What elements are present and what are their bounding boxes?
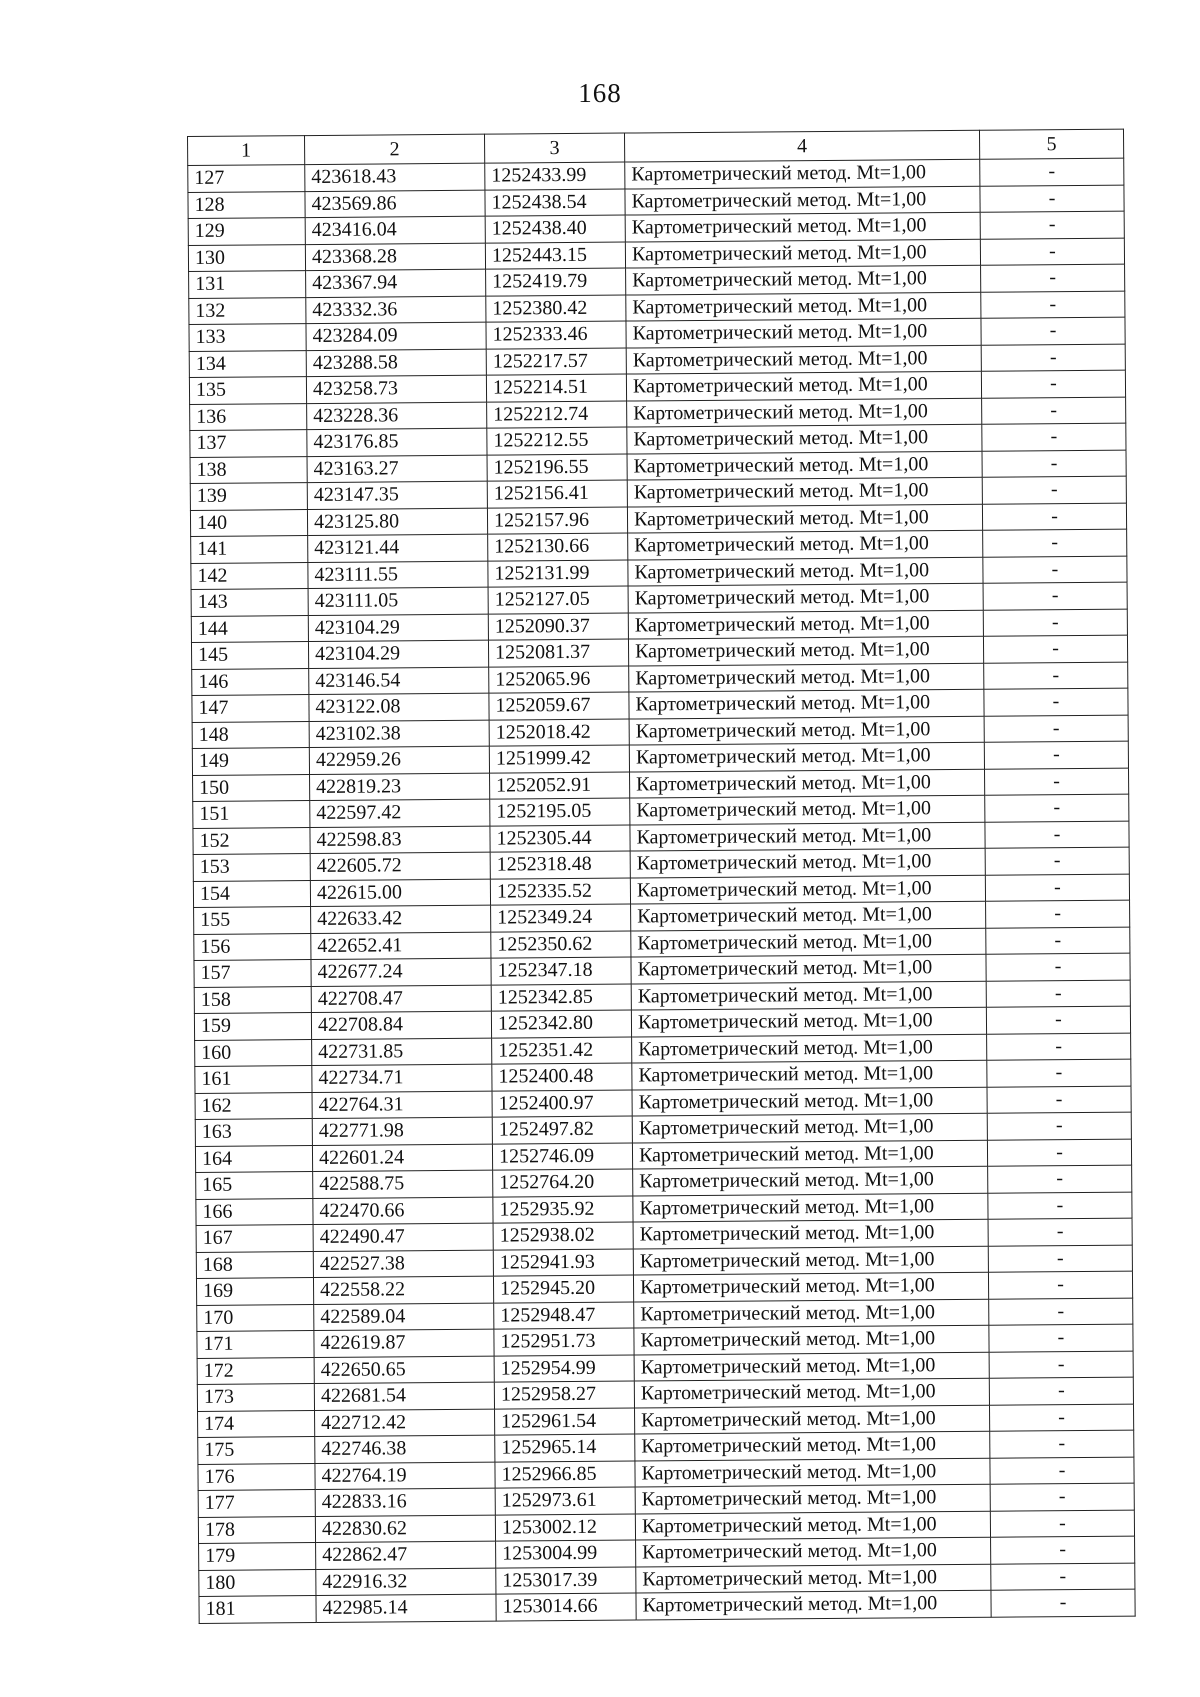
y-coordinate-cell: 1252342.80	[491, 1010, 631, 1038]
x-coordinate-cell: 422633.42	[311, 905, 491, 933]
method-cell: Картометрический метод. Mt=1,00	[632, 1060, 987, 1089]
point-number-cell: 158	[194, 986, 311, 1013]
point-number-cell: 156	[194, 933, 311, 960]
method-cell: Картометрический метод. Mt=1,00	[635, 1484, 990, 1513]
point-number-cell: 177	[198, 1490, 315, 1517]
y-coordinate-cell: 1252954.99	[494, 1355, 634, 1383]
y-coordinate-cell: 1252157.96	[487, 507, 627, 535]
note-cell: -	[981, 344, 1125, 372]
note-cell: -	[984, 688, 1128, 716]
note-cell: -	[989, 1377, 1133, 1405]
method-cell: Картометрический метод. Mt=1,00	[634, 1299, 989, 1328]
method-cell: Картометрический метод. Mt=1,00	[630, 848, 985, 877]
note-cell: -	[980, 158, 1124, 186]
method-cell: Картометрический метод. Mt=1,00	[636, 1564, 991, 1593]
column-header: 1	[188, 136, 305, 166]
note-cell: -	[987, 1112, 1131, 1140]
y-coordinate-cell: 1253017.39	[496, 1567, 636, 1595]
method-cell: Картометрический метод. Mt=1,00	[627, 504, 982, 533]
method-cell: Картометрический метод. Mt=1,00	[634, 1325, 989, 1354]
point-number-cell: 171	[197, 1331, 314, 1358]
note-cell: -	[981, 317, 1125, 345]
x-coordinate-cell: 422916.32	[316, 1568, 496, 1596]
point-number-cell: 173	[197, 1384, 314, 1411]
method-cell: Картометрический метод. Mt=1,00	[626, 371, 981, 400]
note-cell: -	[989, 1298, 1133, 1326]
y-coordinate-cell: 1252195.05	[490, 798, 630, 826]
x-coordinate-cell: 422597.42	[310, 799, 490, 827]
note-cell: -	[986, 900, 1130, 928]
method-cell: Картометрический метод. Mt=1,00	[633, 1272, 988, 1301]
note-cell: -	[983, 609, 1127, 637]
y-coordinate-cell: 1252938.02	[493, 1222, 633, 1250]
y-coordinate-cell: 1252131.99	[488, 560, 628, 588]
point-number-cell: 167	[196, 1225, 313, 1252]
x-coordinate-cell: 423569.86	[305, 190, 485, 218]
note-cell: -	[983, 635, 1127, 663]
point-number-cell: 153	[193, 854, 310, 881]
note-cell: -	[985, 874, 1129, 902]
x-coordinate-cell: 422601.24	[312, 1144, 492, 1172]
x-coordinate-cell: 423111.55	[308, 561, 488, 589]
y-coordinate-cell: 1252090.37	[488, 613, 628, 641]
point-number-cell: 179	[199, 1543, 316, 1570]
note-cell: -	[987, 1139, 1131, 1167]
method-cell: Картометрический метод. Mt=1,00	[632, 1113, 987, 1142]
point-number-cell: 175	[198, 1437, 315, 1464]
point-number-cell: 155	[194, 907, 311, 934]
method-cell: Картометрический метод. Mt=1,00	[634, 1352, 989, 1381]
y-coordinate-cell: 1252059.67	[489, 692, 629, 720]
method-cell: Картометрический метод. Mt=1,00	[626, 265, 981, 294]
y-coordinate-cell: 1252127.05	[488, 586, 628, 614]
y-coordinate-cell: 1252958.27	[494, 1381, 634, 1409]
method-cell: Картометрический метод. Mt=1,00	[632, 1140, 987, 1169]
note-cell: -	[983, 556, 1127, 584]
y-coordinate-cell: 1252965.14	[495, 1434, 635, 1462]
column-header: 5	[979, 129, 1123, 159]
table-body	[188, 158, 1135, 1623]
method-cell: Картометрический метод. Mt=1,00	[633, 1246, 988, 1275]
method-cell: Картометрический метод. Mt=1,00	[631, 981, 986, 1010]
x-coordinate-cell: 422731.85	[312, 1038, 492, 1066]
method-cell: Картометрический метод. Mt=1,00	[633, 1193, 988, 1222]
y-coordinate-cell: 1252018.42	[489, 719, 629, 747]
method-cell: Картометрический метод. Mt=1,00	[630, 875, 985, 904]
note-cell: -	[989, 1404, 1133, 1432]
note-cell: -	[985, 821, 1129, 849]
y-coordinate-cell: 1251999.42	[489, 745, 629, 773]
y-coordinate-cell: 1252400.48	[492, 1063, 632, 1091]
point-number-cell: 147	[192, 695, 309, 722]
point-number-cell: 138	[190, 456, 307, 483]
method-cell: Картометрический метод. Mt=1,00	[625, 239, 980, 268]
note-cell: -	[990, 1483, 1134, 1511]
note-cell: -	[990, 1430, 1134, 1458]
note-cell: -	[989, 1324, 1133, 1352]
note-cell: -	[991, 1563, 1135, 1591]
method-cell: Картометрический метод. Mt=1,00	[628, 530, 983, 559]
y-coordinate-cell: 1252347.18	[491, 957, 631, 985]
x-coordinate-cell: 422619.87	[314, 1329, 494, 1357]
x-coordinate-cell: 422734.71	[312, 1064, 492, 1092]
note-cell: -	[984, 662, 1128, 690]
x-coordinate-cell: 423618.43	[305, 163, 485, 191]
point-number-cell: 132	[189, 297, 306, 324]
x-coordinate-cell: 422558.22	[313, 1276, 493, 1304]
x-coordinate-cell: 423288.58	[306, 349, 486, 377]
point-number-cell: 142	[191, 562, 308, 589]
method-cell: Картометрический метод. Mt=1,00	[627, 477, 982, 506]
x-coordinate-cell: 422605.72	[310, 852, 490, 880]
x-coordinate-cell: 422833.16	[315, 1488, 495, 1516]
note-cell: -	[983, 529, 1127, 557]
x-coordinate-cell: 422598.83	[310, 826, 490, 854]
x-coordinate-cell: 423228.36	[307, 402, 487, 430]
method-cell: Картометрический метод. Mt=1,00	[636, 1537, 991, 1566]
note-cell: -	[981, 370, 1125, 398]
x-coordinate-cell: 423122.08	[309, 693, 489, 721]
y-coordinate-cell: 1252438.54	[485, 189, 625, 217]
point-number-cell: 172	[197, 1357, 314, 1384]
x-coordinate-cell: 422708.84	[311, 1011, 491, 1039]
x-coordinate-cell: 422652.41	[311, 932, 491, 960]
note-cell: -	[982, 476, 1126, 504]
note-cell: -	[988, 1165, 1132, 1193]
point-number-cell: 149	[192, 748, 309, 775]
note-cell: -	[983, 582, 1127, 610]
y-coordinate-cell: 1252380.42	[486, 295, 626, 323]
method-cell: Картометрический метод. Mt=1,00	[625, 212, 980, 241]
column-header: 4	[624, 130, 979, 162]
point-number-cell: 131	[189, 271, 306, 298]
method-cell: Картометрический метод. Mt=1,00	[630, 795, 985, 824]
x-coordinate-cell: 423111.05	[308, 587, 488, 615]
y-coordinate-cell: 1252305.44	[490, 825, 630, 853]
x-coordinate-cell: 422650.65	[314, 1356, 494, 1384]
method-cell: Картометрический метод. Mt=1,00	[626, 292, 981, 321]
point-number-cell: 178	[198, 1516, 315, 1543]
x-coordinate-cell: 423416.04	[305, 216, 485, 244]
method-cell: Картометрический метод. Mt=1,00	[627, 451, 982, 480]
point-number-cell: 168	[196, 1251, 313, 1278]
method-cell: Картометрический метод. Mt=1,00	[630, 822, 985, 851]
note-cell: -	[988, 1271, 1132, 1299]
note-cell: -	[986, 927, 1130, 955]
y-coordinate-cell: 1252400.97	[492, 1090, 632, 1118]
y-coordinate-cell: 1252433.99	[485, 162, 625, 190]
note-cell: -	[984, 741, 1128, 769]
note-cell: -	[985, 794, 1129, 822]
note-cell: -	[990, 1510, 1134, 1538]
y-coordinate-cell: 1252350.62	[491, 931, 631, 959]
y-coordinate-cell: 1252945.20	[493, 1275, 633, 1303]
note-cell: -	[982, 450, 1126, 478]
y-coordinate-cell: 1252156.41	[487, 480, 627, 508]
note-cell: -	[981, 291, 1125, 319]
point-number-cell: 163	[195, 1119, 312, 1146]
y-coordinate-cell: 1252335.52	[490, 878, 630, 906]
y-coordinate-cell: 1252941.93	[493, 1249, 633, 1277]
point-number-cell: 128	[188, 191, 305, 218]
point-number-cell: 180	[199, 1569, 316, 1596]
y-coordinate-cell: 1252973.61	[495, 1487, 635, 1515]
x-coordinate-cell: 422677.24	[311, 958, 491, 986]
method-cell: Картометрический метод. Mt=1,00	[635, 1511, 990, 1540]
y-coordinate-cell: 1253004.99	[496, 1540, 636, 1568]
method-cell: Картометрический метод. Mt=1,00	[634, 1378, 989, 1407]
point-number-cell: 174	[198, 1410, 315, 1437]
method-cell: Картометрический метод. Mt=1,00	[627, 398, 982, 427]
point-number-cell: 144	[191, 615, 308, 642]
point-number-cell: 133	[189, 324, 306, 351]
x-coordinate-cell: 422588.75	[313, 1170, 493, 1198]
note-cell: -	[980, 185, 1124, 213]
x-coordinate-cell: 422712.42	[315, 1409, 495, 1437]
x-coordinate-cell: 422764.19	[315, 1462, 495, 1490]
point-number-cell: 159	[194, 1013, 311, 1040]
x-coordinate-cell: 422862.47	[316, 1541, 496, 1569]
point-number-cell: 169	[196, 1278, 313, 1305]
note-cell: -	[980, 238, 1124, 266]
method-cell: Картометрический метод. Mt=1,00	[627, 424, 982, 453]
point-number-cell: 136	[190, 403, 307, 430]
point-number-cell: 145	[191, 642, 308, 669]
method-cell: Картометрический метод. Mt=1,00	[626, 345, 981, 374]
x-coordinate-cell: 422589.04	[314, 1303, 494, 1331]
y-coordinate-cell: 1252351.42	[492, 1037, 632, 1065]
point-number-cell: 160	[195, 1039, 312, 1066]
point-number-cell: 134	[189, 350, 306, 377]
method-cell: Картометрический метод. Mt=1,00	[635, 1431, 990, 1460]
note-cell: -	[986, 980, 1130, 1008]
method-cell: Картометрический метод. Mt=1,00	[628, 610, 983, 639]
method-cell: Картометрический метод. Mt=1,00	[628, 636, 983, 665]
method-cell: Картометрический метод. Mt=1,00	[625, 186, 980, 215]
x-coordinate-cell: 422985.14	[316, 1594, 496, 1622]
point-number-cell: 162	[195, 1092, 312, 1119]
method-cell: Картометрический метод. Mt=1,00	[628, 557, 983, 586]
point-number-cell: 130	[188, 244, 305, 271]
note-cell: -	[988, 1218, 1132, 1246]
x-coordinate-cell: 423121.44	[308, 534, 488, 562]
y-coordinate-cell: 1252214.51	[486, 374, 626, 402]
method-cell: Картометрический метод. Mt=1,00	[631, 928, 986, 957]
method-cell: Картометрический метод. Mt=1,00	[632, 1087, 987, 1116]
column-header: 3	[484, 133, 624, 163]
y-coordinate-cell: 1252746.09	[492, 1143, 632, 1171]
method-cell: Картометрический метод. Mt=1,00	[633, 1219, 988, 1248]
y-coordinate-cell: 1252443.15	[485, 242, 625, 270]
y-coordinate-cell: 1252217.57	[486, 348, 626, 376]
y-coordinate-cell: 1252318.48	[490, 851, 630, 879]
y-coordinate-cell: 1252497.82	[492, 1116, 632, 1144]
note-cell: -	[986, 953, 1130, 981]
note-cell: -	[987, 1033, 1131, 1061]
method-cell: Картометрический метод. Mt=1,00	[632, 1034, 987, 1063]
point-number-cell: 157	[194, 960, 311, 987]
note-cell: -	[984, 768, 1128, 796]
x-coordinate-cell: 422708.47	[311, 985, 491, 1013]
note-cell: -	[990, 1457, 1134, 1485]
x-coordinate-cell: 423368.28	[305, 243, 485, 271]
x-coordinate-cell: 423104.29	[308, 614, 488, 642]
y-coordinate-cell: 1252966.85	[495, 1461, 635, 1489]
method-cell: Картометрический метод. Mt=1,00	[629, 663, 984, 692]
point-number-cell: 176	[198, 1463, 315, 1490]
method-cell: Картометрический метод. Mt=1,00	[635, 1405, 990, 1434]
point-number-cell: 146	[192, 668, 309, 695]
y-coordinate-cell: 1252951.73	[494, 1328, 634, 1356]
point-number-cell: 165	[196, 1172, 313, 1199]
method-cell: Картометрический метод. Mt=1,00	[629, 716, 984, 745]
y-coordinate-cell: 1252333.46	[486, 321, 626, 349]
y-coordinate-cell: 1252961.54	[495, 1408, 635, 1436]
point-number-cell: 140	[190, 509, 307, 536]
note-cell: -	[987, 1086, 1131, 1114]
y-coordinate-cell: 1252438.40	[485, 215, 625, 243]
method-cell: Картометрический метод. Mt=1,00	[625, 159, 980, 188]
note-cell: -	[989, 1351, 1133, 1379]
x-coordinate-cell: 422764.31	[312, 1091, 492, 1119]
point-number-cell: 139	[190, 483, 307, 510]
y-coordinate-cell: 1252948.47	[494, 1302, 634, 1330]
y-coordinate-cell: 1253014.66	[496, 1593, 636, 1621]
method-cell: Картометрический метод. Mt=1,00	[633, 1166, 988, 1195]
note-cell: -	[982, 397, 1126, 425]
point-number-cell: 127	[188, 165, 305, 192]
point-number-cell: 151	[193, 801, 310, 828]
point-number-cell: 181	[199, 1596, 316, 1623]
note-cell: -	[986, 1006, 1130, 1034]
x-coordinate-cell: 422681.54	[314, 1382, 494, 1410]
x-coordinate-cell: 423258.73	[306, 375, 486, 403]
x-coordinate-cell: 422746.38	[315, 1435, 495, 1463]
page-number: 168	[578, 78, 622, 108]
x-coordinate-cell: 423332.36	[306, 296, 486, 324]
column-header: 2	[305, 134, 485, 164]
y-coordinate-cell: 1252081.37	[488, 639, 628, 667]
note-cell: -	[991, 1589, 1135, 1617]
note-cell: -	[980, 211, 1124, 239]
y-coordinate-cell: 1253002.12	[495, 1514, 635, 1542]
method-cell: Картометрический метод. Mt=1,00	[631, 954, 986, 983]
point-number-cell: 143	[191, 589, 308, 616]
x-coordinate-cell: 422830.62	[315, 1515, 495, 1543]
method-cell: Картометрический метод. Mt=1,00	[631, 901, 986, 930]
y-coordinate-cell: 1252196.55	[487, 454, 627, 482]
y-coordinate-cell: 1252935.92	[493, 1196, 633, 1224]
x-coordinate-cell: 422615.00	[310, 879, 490, 907]
note-cell: -	[987, 1059, 1131, 1087]
y-coordinate-cell: 1252052.91	[490, 772, 630, 800]
point-number-cell: 152	[193, 827, 310, 854]
method-cell: Картометрический метод. Mt=1,00	[629, 742, 984, 771]
point-number-cell: 129	[188, 218, 305, 245]
point-number-cell: 141	[191, 536, 308, 563]
x-coordinate-cell: 423102.38	[309, 720, 489, 748]
note-cell: -	[991, 1536, 1135, 1564]
point-number-cell: 166	[196, 1198, 313, 1225]
point-number-cell: 135	[189, 377, 306, 404]
x-coordinate-cell: 423146.54	[309, 667, 489, 695]
method-cell: Картометрический метод. Mt=1,00	[635, 1458, 990, 1487]
note-cell: -	[982, 423, 1126, 451]
point-number-cell: 161	[195, 1066, 312, 1093]
coordinates-table	[187, 129, 1136, 1624]
note-cell: -	[984, 715, 1128, 743]
x-coordinate-cell: 422819.23	[310, 773, 490, 801]
point-number-cell: 137	[190, 430, 307, 457]
x-coordinate-cell: 422959.26	[309, 746, 489, 774]
x-coordinate-cell: 423163.27	[307, 455, 487, 483]
x-coordinate-cell: 423284.09	[306, 322, 486, 350]
y-coordinate-cell: 1252342.85	[491, 984, 631, 1012]
point-number-cell: 154	[193, 880, 310, 907]
y-coordinate-cell: 1252212.55	[487, 427, 627, 455]
x-coordinate-cell: 422470.66	[313, 1197, 493, 1225]
note-cell: -	[982, 503, 1126, 531]
y-coordinate-cell: 1252130.66	[488, 533, 628, 561]
note-cell: -	[988, 1192, 1132, 1220]
note-cell: -	[985, 847, 1129, 875]
y-coordinate-cell: 1252419.79	[486, 268, 626, 296]
y-coordinate-cell: 1252764.20	[493, 1169, 633, 1197]
point-number-cell: 150	[193, 774, 310, 801]
x-coordinate-cell: 422527.38	[313, 1250, 493, 1278]
note-cell: -	[981, 264, 1125, 292]
method-cell: Картометрический метод. Mt=1,00	[631, 1007, 986, 1036]
note-cell: -	[988, 1245, 1132, 1273]
x-coordinate-cell: 423176.85	[307, 428, 487, 456]
y-coordinate-cell: 1252212.74	[487, 401, 627, 429]
method-cell: Картометрический метод. Mt=1,00	[626, 318, 981, 347]
method-cell: Картометрический метод. Mt=1,00	[629, 689, 984, 718]
y-coordinate-cell: 1252065.96	[489, 666, 629, 694]
y-coordinate-cell: 1252349.24	[491, 904, 631, 932]
x-coordinate-cell: 423125.80	[307, 508, 487, 536]
point-number-cell: 170	[197, 1304, 314, 1331]
point-number-cell: 148	[192, 721, 309, 748]
x-coordinate-cell: 422490.47	[313, 1223, 493, 1251]
point-number-cell: 164	[195, 1145, 312, 1172]
method-cell: Картометрический метод. Mt=1,00	[628, 583, 983, 612]
x-coordinate-cell: 423367.94	[306, 269, 486, 297]
x-coordinate-cell: 423104.29	[308, 640, 488, 668]
x-coordinate-cell: 423147.35	[307, 481, 487, 509]
method-cell: Картометрический метод. Mt=1,00	[636, 1590, 991, 1619]
method-cell: Картометрический метод. Mt=1,00	[630, 769, 985, 798]
x-coordinate-cell: 422771.98	[312, 1117, 492, 1145]
